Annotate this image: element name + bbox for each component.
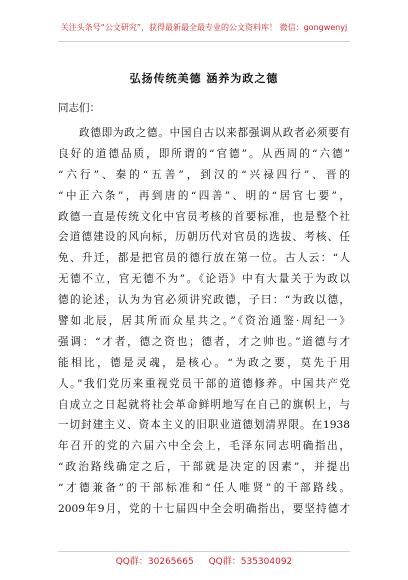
header-banner: 关注头条号“公文研究”，获得最新最全最专业的公文资料库！ 微信：gongwenyj [60,23,348,32]
body-line: 能相比，德是灵魂，是核心。“为政之要，莫先于用 [58,356,350,369]
header-divider [58,41,350,42]
body-line: 无德不立，官无德不为”。《论语》中有大量关于为政以 [58,273,350,286]
body-line: 人。”我们党历来重视党员干部的道德修养。中国共产党 [58,377,350,390]
document-body [58,123,350,520]
footer-divider [58,551,350,552]
body-line: “才德兼备”的干部标准和“任人唯贤”的干部路线。 [58,482,350,495]
body-line: 自成立之日起就将社会革命鲜明地写在自己的旗帜上，与 [58,398,350,411]
footer-qq-group-1: QQ群：30265665 [115,557,194,567]
footer-contacts [0,554,408,567]
body-line: 譬如北辰，居其所而众星共之。”《资治通鉴·周纪一》 [58,315,350,328]
body-line: 会道德建设的风向标，历朝历代对官员的选拔、考核、任 [58,231,350,244]
footer-qq-group-2: QQ群：535304092 [208,557,293,567]
body-line: 良好的道德品质，即所谓的“官德”。从西周的“六德” [58,147,350,160]
salutation: 同志们： [58,102,100,114]
body-line: “中正六条”，再到唐的“四善”、明的“居官七要”， [58,189,350,202]
body-line: 年召开的党的六届六中全会上，毛泽东同志明确指出， [58,440,350,453]
body-line: “六行”、秦的“五善”，到汉的“兴禄四行”、晋的 [58,168,350,181]
body-line: 一切封建主义、资本主义的旧职业道德划清界限。在1938 [58,419,350,432]
body-line: 德的论述，认为为官必须讲究政德，子曰：“为政以德， [58,294,350,307]
body-line: 2009年9月，党的十七届四中全会明确指出，要坚持德才 [58,503,350,516]
body-line: 强调：“才者，德之资也；德者，才之帅也。”道德与才 [58,335,350,348]
document-title: 弘扬传统美德 涵养为政之德 [129,72,279,85]
body-line: “政治路线确定之后，干部就是决定的因素”，并提出 [58,461,350,474]
body-line: 免、升迁，都是把官员的德行放在第一位。古人云：“人 [58,252,350,265]
body-line: 政德即为政之德。中国自古以来都强调从政者必须要有 [79,127,350,139]
body-line: 政德一直是传统文化中官员考核的首要标准，也是整个社 [58,210,350,223]
